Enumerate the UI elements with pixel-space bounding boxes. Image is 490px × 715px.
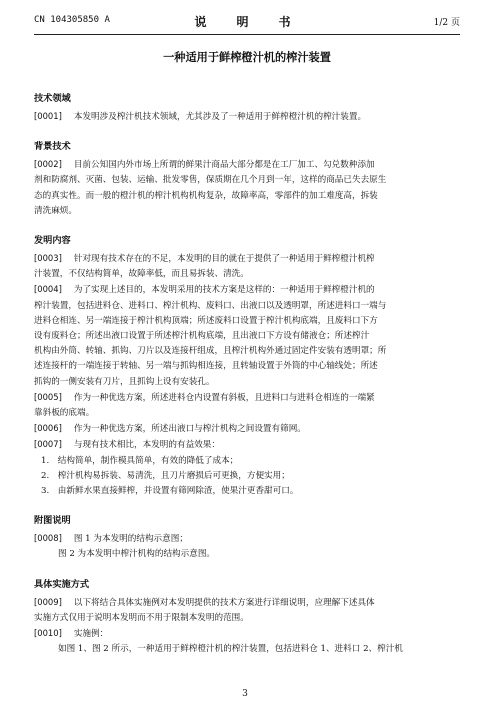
paragraph-line: 如图 1、图 2 所示，一种适用于鲜榨橙汁机的榨汁装置，包括进料仓 1、进料口 2、榨汁机	[58, 644, 403, 655]
paragraph-0008	[34, 531, 460, 547]
page-indicator: 1/2 页	[433, 18, 460, 28]
paragraph-number: [0003]	[34, 253, 62, 264]
paragraph-line: 图 2 为本发明中榨汁机构的结构示意图。	[58, 549, 216, 560]
paragraph-line: 态的真实性。而一般的橙汁机的榨汁机构机构复杂，故障率高，零部件的加工难度高，拆装	[34, 190, 378, 201]
paragraph-line: 清洗麻烦。	[34, 205, 77, 216]
paragraph-0002	[34, 157, 460, 173]
paragraph-0006	[34, 421, 460, 437]
paragraph-number: [0002]	[34, 159, 62, 170]
paragraph-line: 实施方式仅用于说明本发明而不用于限制本发明的范围。	[34, 612, 249, 623]
paragraph-line: 抓钩的一侧安装有刀片，且抓钩上设有安装孔。	[34, 376, 215, 387]
paragraph-line: 榨汁装置，包括进料仓、进料口、榨汁机构、废料口、出液口以及透明罩，所述进料口一端与	[34, 300, 387, 311]
paragraph-line: 述连接杆的一端连接于转轴、另一端与抓钩相连接，且转轴设置于外筒的中心轴线处；所述	[34, 361, 378, 372]
paragraph-0009	[34, 595, 460, 611]
benefit-item: 1. 结构简单，制作模具简单，有效的降低了成本；	[41, 455, 239, 466]
paragraph-number: [0009]	[34, 596, 62, 607]
section-heading-summary: 发明内容	[34, 235, 71, 247]
page-header	[34, 12, 460, 35]
paragraph-line: 汁装置，不仅结构简单，故障率低，而且易拆装、清洗。	[34, 269, 249, 280]
paragraph-0007	[34, 437, 460, 453]
paragraph-text: 实施例：	[73, 629, 109, 640]
paragraph-line: 进料仓相连、另一端连接于榨汁机构顶端；所述废料口设置于榨汁机构底端，且废料口下方	[34, 315, 378, 326]
paragraph-text: 以下将结合具体实施例对本发明提供的技术方案进行详细说明，应理解下述具体	[73, 597, 375, 608]
doc-id: CN 104305850 A	[34, 15, 110, 25]
paragraph-0010	[34, 626, 460, 642]
paragraph-text: 针对现有技术存在的不足，本发明的目的就在于提供了一种适用于鲜榨橙汁机榨	[73, 254, 375, 265]
paragraph-line: 剂和防腐剂、灭菌、包装、运输、批发零售，保质期在几个月到一年，这样的商品已失去原生	[34, 175, 387, 186]
paragraph-0001	[34, 109, 460, 125]
paragraph-0003	[34, 251, 460, 267]
paragraph-text: 本发明涉及榨汁机技术领域，尤其涉及了一种适用于鲜榨橙汁机的榨汁装置。	[73, 112, 367, 122]
header-title: 说 明 书	[194, 15, 300, 29]
document-title: 一种适用于鲜榨橙汁机的榨汁装置	[163, 50, 331, 64]
section-heading-background: 背景技术	[34, 141, 71, 153]
paragraph-number: [0004]	[34, 284, 62, 295]
paragraph-line: 靠斜板的底端。	[34, 408, 95, 419]
paragraph-number: [0005]	[34, 391, 62, 402]
paragraph-number: [0006]	[34, 423, 62, 434]
section-heading-drawings: 附图说明	[34, 515, 71, 527]
paragraph-0005	[34, 390, 460, 406]
paragraph-number: [0001]	[34, 111, 62, 121]
section-heading-tech-field: 技术领域	[34, 93, 71, 104]
paragraph-text: 目前公知国内外市场上所谓的鲜果汁商品大部分都是在工厂加工、勾兑数种添加	[73, 160, 375, 171]
paragraph-text: 图 1 为本发明的结构示意图；	[73, 534, 188, 545]
paragraph-0004	[34, 282, 460, 298]
paragraph-text: 为了实现上述目的，本发明采用的技术方案是这样的：一种适用于鲜榨橙汁机的	[73, 285, 375, 296]
paragraph-text: 与现有技术相比，本发明的有益效果：	[73, 440, 220, 451]
section-heading-embodiment: 具体实施方式	[34, 578, 90, 590]
paragraph-line: 设有废料仓；所述出液口设置于所述榨汁机构底端，且出液口下方设有储液仓；所述榨汁	[34, 331, 370, 342]
benefit-item: 2. 榨汁机构易拆装、易清洗，且刀片磨损后可更换，方便实用；	[41, 470, 290, 481]
benefit-item: 3. 由新鲜水果直接鲜榨，并设置有筛网除渣，使果汁更香甜可口。	[41, 486, 299, 497]
paragraph-text: 作为一种优选方案，所述进料仓内设置有斜板，且进料口与进料仓相连的一端紧	[73, 392, 375, 403]
paragraph-number: [0007]	[34, 439, 62, 450]
paragraph-number: [0008]	[34, 533, 62, 544]
page-number: 3	[242, 689, 248, 699]
document-body	[34, 49, 460, 657]
paragraph-line: 机构由外筒、转轴、抓钩、刀片以及连接杆组成，且榨汁机构外通过固定件安装有透明罩；所	[34, 346, 387, 357]
paragraph-number: [0010]	[34, 628, 62, 639]
paragraph-text: 作为一种优选方案，所述出液口与榨汁机构之间设置有筛网。	[73, 424, 306, 435]
